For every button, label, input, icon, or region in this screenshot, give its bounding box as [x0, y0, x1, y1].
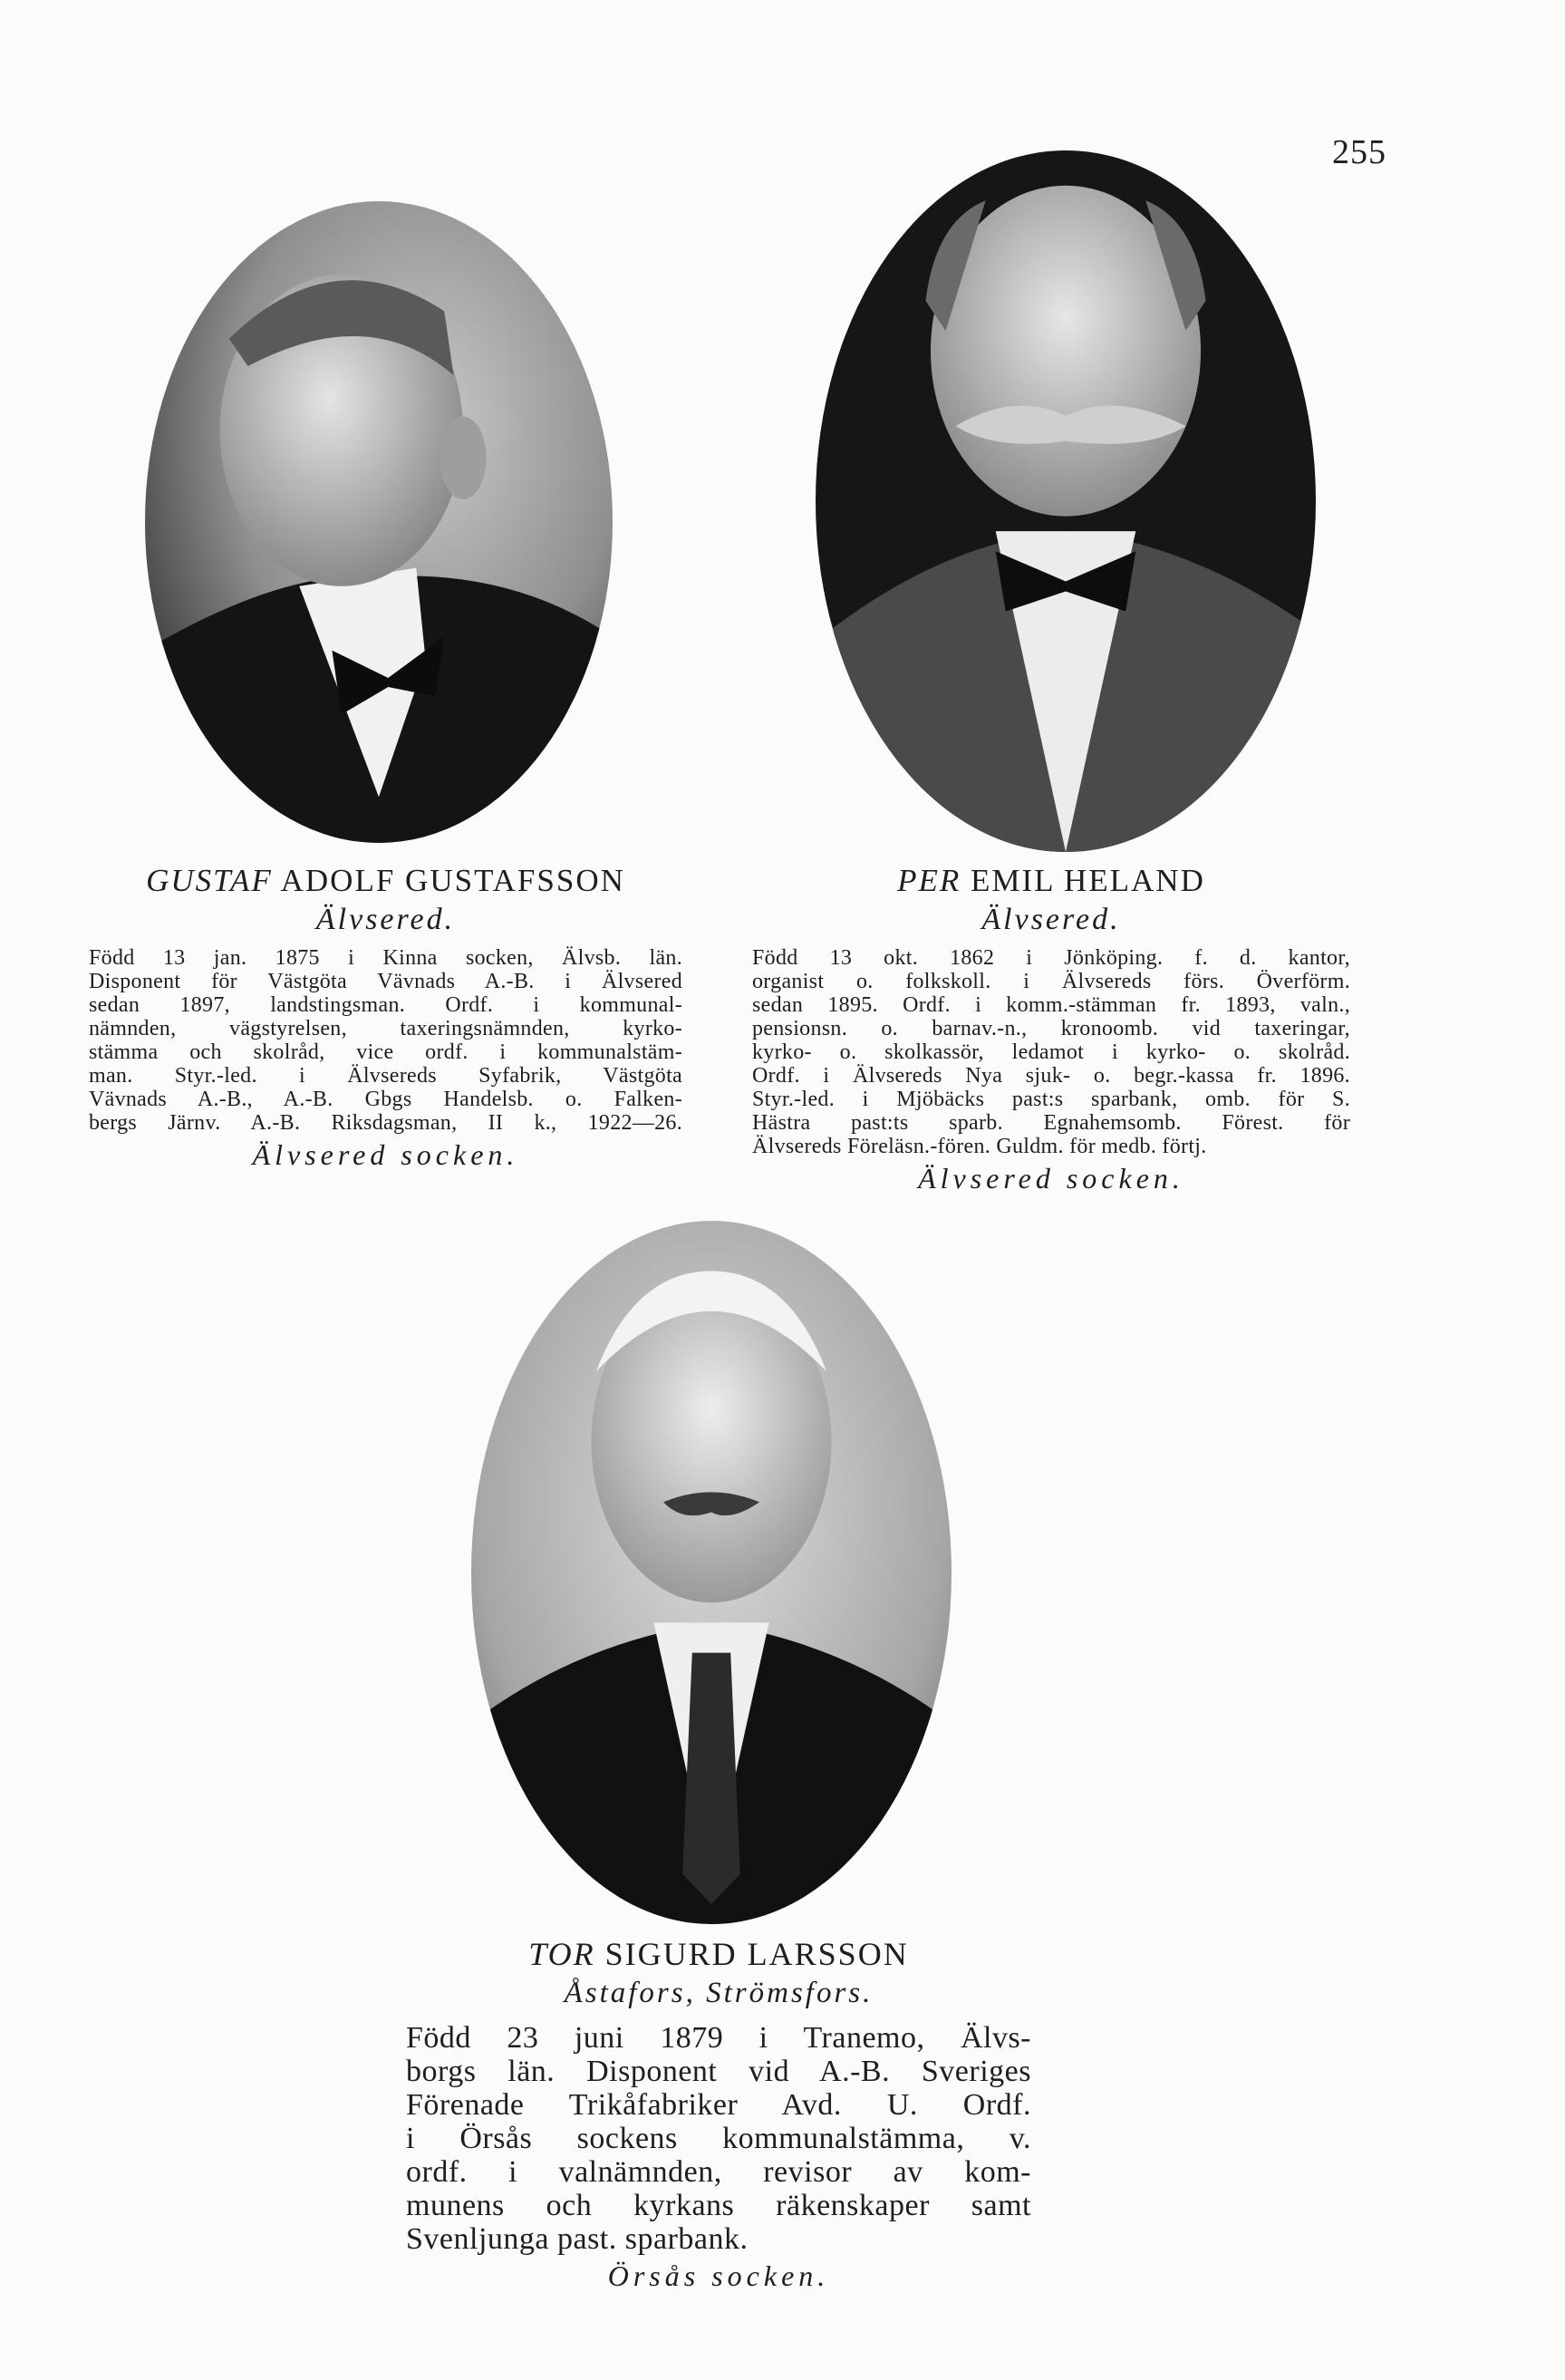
person-name: TOR SIGURD LARSSON: [528, 1936, 909, 1972]
portrait-photo-larsson: [471, 1221, 952, 1924]
page-number: 255: [1332, 133, 1386, 171]
person-name: PER EMIL HELAND: [897, 863, 1205, 898]
parish: Älvsered socken.: [252, 1138, 519, 1171]
person-name: GUSTAF ADOLF GUSTAFSSON: [146, 863, 625, 898]
parish: Älvsered socken.: [918, 1162, 1184, 1195]
biography-gustafsson: [89, 863, 682, 1172]
portrait-photo-gustafsson: [145, 201, 613, 843]
biography-heland: [752, 863, 1350, 1195]
biography-larsson: [406, 1935, 1031, 2293]
biography-text: Född 13 jan. 1875 i Kinna socken, Älvsb. län. Disponent för Västgöta Vävnads A.-B. i Älvsered sedan 1897, landstingsman. Ordf. i kommunal- nämnden, vägstyrelsen, taxeringsnämnden, kyrko- stämma och skolråd, vice ordf. i kommunalstäm- man. Styr.-led. i Älvsereds Syfabrik, Västgöta Vävnads A.-B., A.-B. Gbgs Handelsb. o. Falken- bergs Järnv. A.-B. Riksdagsman, II k., 1922—26.: [89, 946, 682, 1135]
parish: Örsås socken.: [607, 2259, 830, 2292]
portrait-photo-heland: [816, 150, 1316, 852]
residence: Älvsered.: [315, 903, 456, 936]
biography-text: Född 13 okt. 1862 i Jönköping. f. d. kantor, organist o. folkskoll. i Älvsereds förs. Överförm. sedan 1895. Ordf. i komm.-stämman fr. 1893, valn., pensionsn. o. barnav.-n., kronoomb. vid taxeringar, kyrko- o. skolkassör, ledamot i kyrko- o. skolråd. Ordf. i Älvsereds Nya sjuk- o. begr.-kassa fr. 1896. Styr.-led. i Mjöbäcks past:s sparbank, omb. för S. Hästra past:ts sparb. Egnahemsomb. Förest. för Älvsereds Föreläsn.-fören. Guldm. för medb. förtj.: [752, 946, 1350, 1158]
biography-text: Född 23 juni 1879 i Tranemo, Älvs- borgs län. Disponent vid A.-B. Sveriges Förenade Trikåfabriker Avd. U. Ordf. i Örsås sockens kommunalstämma, v. ordf. i valnämnden, revisor av kom- munens och kyrkans räkenskaper samt Svenljunga past. sparbank.: [406, 2021, 1031, 2256]
residence: Älvsered.: [981, 903, 1121, 936]
residence: Åstafors, Strömsfors.: [564, 1977, 874, 2009]
